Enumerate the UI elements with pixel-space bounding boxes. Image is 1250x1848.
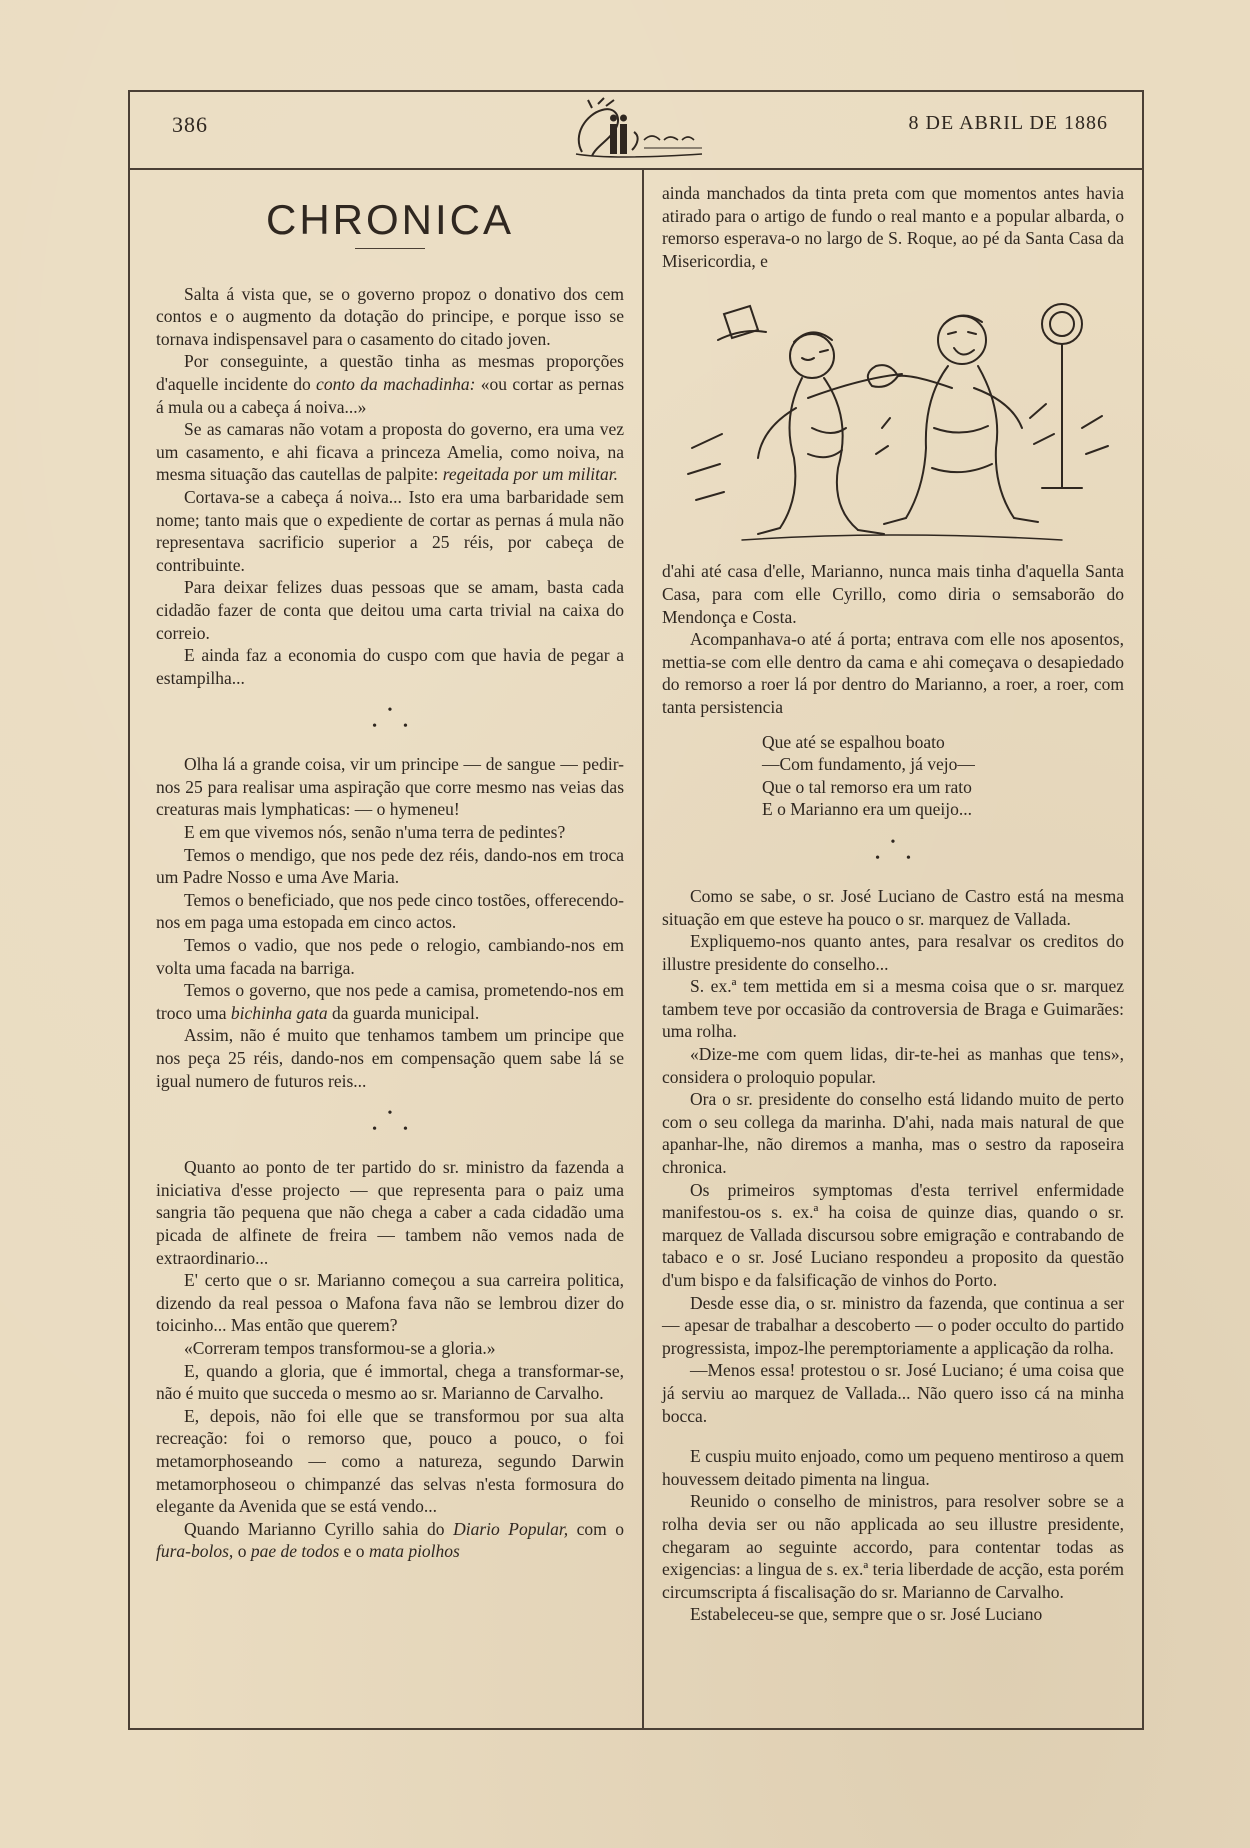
column-divider xyxy=(642,170,644,1730)
paragraph: Estabeleceu-se que, sempre que o sr. José Luciano xyxy=(690,1604,1043,1625)
caricature-drawing xyxy=(662,278,1124,548)
paragraph: E cuspiu muito enjoado, como um pequeno mentiroso a quem houvessem deitado pimenta na lingua. xyxy=(662,1446,1124,1489)
paragraph: Desde esse dia, o sr. ministro da fazenda, que continua a ser — apesar de trabalhar a descoberto — o poder occulto do partido progressista, impoz-lhe peremptoriamente a applicação da rolha. xyxy=(662,1292,1124,1358)
paragraph: Temos o mendigo, que nos pede dez réis, dando-nos em troca um Padre Nosso e uma Ave Maria. xyxy=(156,844,624,888)
paragraph: Salta á vista que, se o governo propoz o donativo dos cem contos e o augmento da dotação do principe, e porque isso se tornava indispensavel para o casamento do citado joven. xyxy=(156,283,624,349)
title-rule xyxy=(355,248,425,249)
paragraph: Olha lá a grande coisa, vir um principe — de sangue — pedir-nos 25 para realisar uma aspiração que corre mesmo nas veias das creaturas mais lymphaticas: — o hymeneu! xyxy=(156,754,624,820)
paragraph: Acompanhava-o até á porta; entrava com elle nos aposentos, mettia-se com elle dentro da cama e ahi começava o desapiedado do remorso a roer lá por dentro do Marianno, a roer, a roer, com tanta persistencia xyxy=(662,629,1124,717)
masthead-logo-drawing xyxy=(552,94,712,164)
paragraph: «Dize-me com quem lidas, dir-te-hei as manhas que tens», considera o proloquio popular. xyxy=(662,1044,1124,1087)
paragraph: E' certo que o sr. Marianno começou a sua carreira politica, dizendo da real pessoa o Mafona fava não se lembrou dizer do toicinho... Mas então que querem? xyxy=(156,1270,624,1336)
paragraph: E ainda faz a economia do cuspo com que havia de pegar a estampilha... xyxy=(156,645,624,688)
paragraph: Temos o vadio, que nos pede o relogio, cambiando-nos em volta uma facada na barriga. xyxy=(156,935,624,978)
paragraph: Os primeiros symptomas d'esta terrivel enfermidade manifestou-os s. ex.ª ha coisa de quinze dias, quando o sr. marquez de Vallada discursou sobre emigração e contrabando de tabaco e o sr. José Luciano respondeu a proposito da questão d'um bispo e da falsificação de vinhos do Porto. xyxy=(662,1179,1124,1290)
verse-stanza xyxy=(762,731,1124,821)
paragraph: —Menos essa! protestou o sr. José Luciano; é uma coisa que já serviu ao marquez de Vallada... Não quero isso cá na minha bocca. xyxy=(662,1360,1124,1426)
paragraph: Por conseguinte, a questão tinha as mesmas proporções d'aquelle incidente do conto da machadinha: «ou cortar as pernas á mula ou a cabeça á noiva...» xyxy=(156,351,625,417)
paragraph: E, quando a gloria, que é immortal, chega a transformar-se, não é muito que succeda o mesmo ao sr. Marianno de Carvalho. xyxy=(156,1360,624,1404)
paragraph: Cortava-se a cabeça á noiva... Isto era uma barbaridade sem nome; tanto mais que o expediente de cortar as pernas á mula não representava sacrificio superior a 25 réis, por cabeça de contribuinte. xyxy=(156,486,624,575)
page-number: 386 xyxy=(172,112,208,137)
caricature-illustration xyxy=(662,278,1124,548)
masthead-logo xyxy=(552,94,712,164)
paragraph: Quando Marianno Cyrillo sahia do Diario Popular, com o fura-bolos, o pae de todos e o mata piolhos xyxy=(156,1518,625,1562)
issue-date: 8 DE ABRIL DE 1886 xyxy=(908,112,1108,134)
paragraph: Temos o governo, que nos pede a camisa, prometendo-nos em troco uma bichinha gata da guarda municipal. xyxy=(156,980,624,1023)
paragraph: «Correram tempos transformou-se a gloria.» xyxy=(184,1337,496,1358)
asterism-divider: • •• xyxy=(372,703,434,735)
right-column xyxy=(662,182,1124,1626)
paragraph: Expliquemo-nos quanto antes, para resalvar os creditos do illustre presidente do conselho... xyxy=(662,931,1124,974)
paragraph-gap xyxy=(662,1427,1124,1445)
paragraph: Assim, não é muito que tenhamos tambem um principe que nos peça 25 réis, dando-nos em compensação quem sabe lá se igual numero de futuros reis... xyxy=(156,1025,624,1091)
paragraph: d'ahi até casa d'elle, Marianno, nunca mais tinha d'aquella Santa Casa, para com elle Cyrillo, como diria o semsaborão do Mendonça e Costa. xyxy=(662,561,1124,627)
asterism-divider: • •• xyxy=(875,834,937,866)
paragraph: Quanto ao ponto de ter partido do sr. ministro da fazenda a iniciativa d'esse projecto — que representa para o paiz uma sangria tão pequena que não chega a caber a cada cidadão uma picada de alfinete de freira — tambem não vemos nada de extraordinario... xyxy=(156,1157,624,1268)
paragraph: E em que vivemos nós, senão n'uma terra de pedintes? xyxy=(184,822,566,843)
left-column xyxy=(156,185,624,1563)
paragraph: Temos o beneficiado, que nos pede cinco tostões, offerecendo-nos em paga uma estopada em cinco actos. xyxy=(156,889,624,933)
verse-line: —Com fundamento, já vejo— xyxy=(762,754,975,775)
section-title: CHRONICA xyxy=(265,196,514,243)
paragraph: Ora o sr. presidente do conselho está lidando muito de perto com o seu collega da marinha. D'ahi, nada mais natural de que apanhar-lhe, não diremos a manha, mas o sestro da raposeira chronica. xyxy=(662,1089,1124,1178)
paragraph: ainda manchados da tinta preta com que momentos antes havia atirado para o artigo de fundo o real manto e a popular albarda, o remorso esperava-o no largo de S. Roque, ao pé da Santa Casa da Misericordia, e xyxy=(662,183,1124,271)
asterism-divider: • •• xyxy=(372,1106,434,1138)
paragraph: Como se sabe, o sr. José Luciano de Castro está na mesma situação em que esteve ha pouco o sr. marquez de Vallada. xyxy=(662,885,1124,929)
paragraph: E, depois, não foi elle que se transformou por sua alta recreação: foi o remorso que, pouco a pouco, o foi metamorphoseando — como a natureza, segundo Darwin metamorphoseou o chimpanzé das selvas n'esta formosura do elegante da Avenida que se está vendo... xyxy=(156,1405,624,1517)
verse-line: Que até se espalhou boato xyxy=(762,731,945,752)
paragraph: Para deixar felizes duas pessoas que se amam, basta cada cidadão fazer de conta que deitou uma carta trivial na caixa do correio. xyxy=(156,577,624,643)
paragraph: S. ex.ª tem mettida em si a mesma coisa que o sr. marquez tambem teve por occasião da controversia de Braga e Guimarães: uma rolha. xyxy=(662,976,1124,1042)
page-header xyxy=(128,90,1144,170)
paragraph: Se as camaras não votam a proposta do governo, era uma vez um casamento, e ahi ficava a princeza Amelia, como noiva, na mesma situação das cautellas de palpite: regeitada por um militar. xyxy=(156,419,624,485)
verse-line: E o Marianno era um queijo... xyxy=(762,799,972,820)
paragraph: Reunido o conselho de ministros, para resolver sobre se a rolha devia ser ou não applicada ao seu illustre presidente, chegaram ao seguinte accordo, para contentar todas as exigencias: a lingua de s. ex.ª teria liberdade de acção, esta porém circumscripta á fiscalisação do sr. Marianno de Carvalho. xyxy=(662,1491,1124,1602)
verse-line: Que o tal remorso era um rato xyxy=(762,776,972,797)
